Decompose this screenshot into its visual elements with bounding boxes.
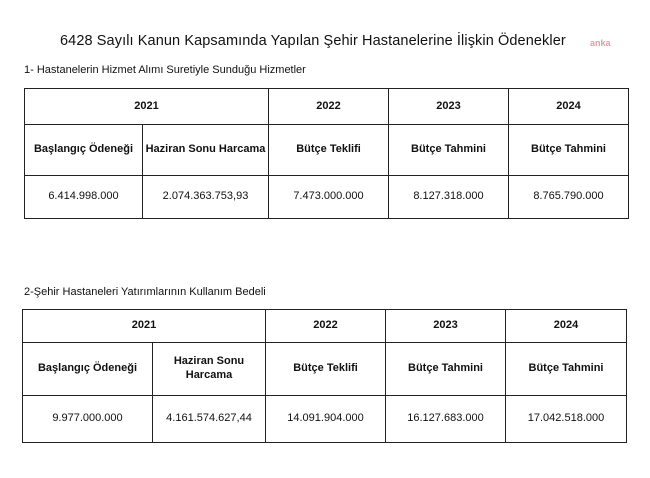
butce-tahmini-2023-header: Bütçe Tahmini [386,343,506,396]
section-2-title: 2-Şehir Hastaneleri Yatırımlarının Kullanım Bedeli [24,286,266,298]
value-haziran-sonu-harcama: 4.161.574.627,44 [153,396,266,443]
year-2021-header: 2021 [25,89,269,125]
table-row [25,176,629,219]
table-row [23,396,627,443]
value-butce-teklifi-2022: 7.473.000.000 [269,176,389,219]
table-hizmet-alimi [24,88,629,219]
year-2024-header: 2024 [506,310,627,343]
table-year-row [23,310,627,343]
butce-tahmini-2023-header: Bütçe Tahmini [389,125,509,176]
haziran-sonu-harcama-header: Haziran Sonu Harcama [153,343,266,396]
butce-teklifi-header: Bütçe Teklifi [266,343,386,396]
watermark-logo: anka [590,38,611,48]
table-kullanim-bedeli [22,309,627,443]
year-2024-header: 2024 [509,89,629,125]
table-column-header-row [23,343,627,396]
year-2021-header: 2021 [23,310,266,343]
baslangic-odenegi-header: Başlangıç Ödeneği [23,343,153,396]
year-2022-header: 2022 [266,310,386,343]
haziran-sonu-harcama-header: Haziran Sonu Harcama [143,125,269,176]
year-2023-header: 2023 [386,310,506,343]
value-butce-teklifi-2022: 14.091.904.000 [266,396,386,443]
butce-tahmini-2024-header: Bütçe Tahmini [509,125,629,176]
baslangic-odenegi-header: Başlangıç Ödeneği [25,125,143,176]
year-2023-header: 2023 [389,89,509,125]
butce-tahmini-2024-header: Bütçe Tahmini [506,343,627,396]
value-baslangic-odenegi: 9.977.000.000 [23,396,153,443]
butce-teklifi-header: Bütçe Teklifi [269,125,389,176]
value-butce-tahmini-2023: 16.127.683.000 [386,396,506,443]
table-column-header-row [25,125,629,176]
year-2022-header: 2022 [269,89,389,125]
value-butce-tahmini-2023: 8.127.318.000 [389,176,509,219]
value-haziran-sonu-harcama: 2.074.363.753,93 [143,176,269,219]
document-title: 6428 Sayılı Kanun Kapsamında Yapılan Şehir Hastanelerine İlişkin Ödenekler [60,33,566,49]
section-1-title: 1- Hastanelerin Hizmet Alımı Suretiyle Sunduğu Hizmetler [24,64,306,76]
table-year-row [25,89,629,125]
value-baslangic-odenegi: 6.414.998.000 [25,176,143,219]
value-butce-tahmini-2024: 8.765.790.000 [509,176,629,219]
value-butce-tahmini-2024: 17.042.518.000 [506,396,627,443]
